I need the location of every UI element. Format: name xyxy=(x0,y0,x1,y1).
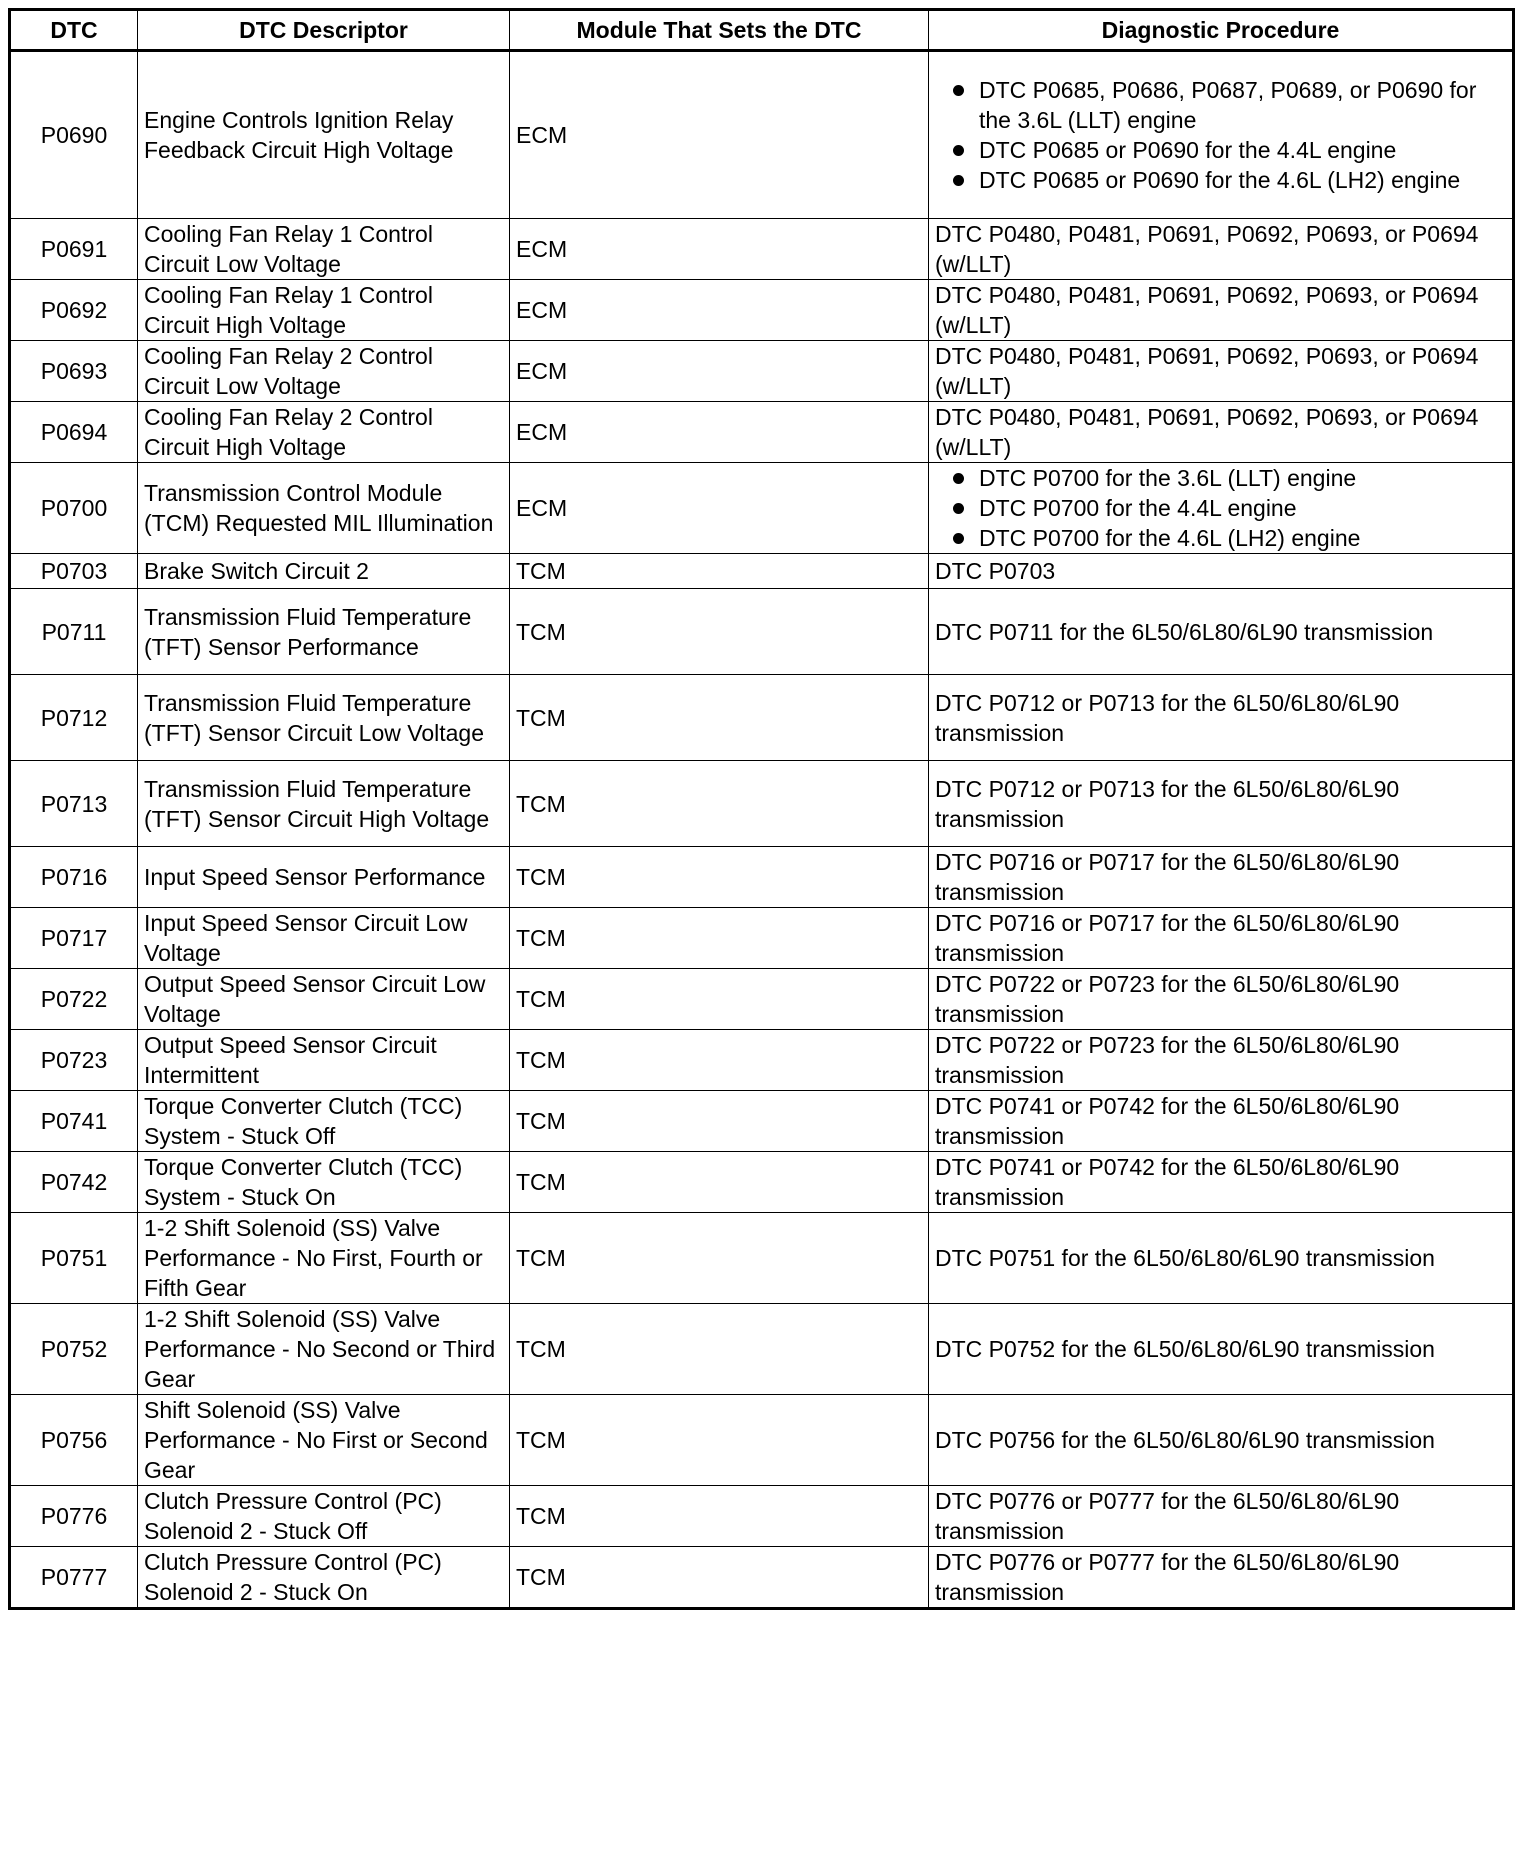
diagnostic-procedure: DTC P0712 or P0713 for the 6L50/6L80/6L90 transmission xyxy=(929,675,1514,761)
dtc-code: P0742 xyxy=(10,1152,138,1213)
table-row xyxy=(10,969,1514,1030)
table-row xyxy=(10,847,1514,908)
dtc-descriptor: Input Speed Sensor Circuit Low Voltage xyxy=(138,908,510,969)
dtc-descriptor: Clutch Pressure Control (PC) Solenoid 2 - Stuck Off xyxy=(138,1486,510,1547)
diagnostic-procedure: DTC P0480, P0481, P0691, P0692, P0693, or P0694 (w/LLT) xyxy=(929,402,1514,463)
dtc-code: P0716 xyxy=(10,847,138,908)
table-row xyxy=(10,1091,1514,1152)
dtc-code: P0703 xyxy=(10,554,138,589)
module-name: ECM xyxy=(510,463,929,554)
diagnostic-procedure: DTC P0741 or P0742 for the 6L50/6L80/6L90 transmission xyxy=(929,1091,1514,1152)
diagnostic-procedure: DTC P0716 or P0717 for the 6L50/6L80/6L90 transmission xyxy=(929,908,1514,969)
module-name: TCM xyxy=(510,1395,929,1486)
diagnostic-procedure: DTC P0752 for the 6L50/6L80/6L90 transmission xyxy=(929,1304,1514,1395)
dtc-descriptor: Output Speed Sensor Circuit Low Voltage xyxy=(138,969,510,1030)
module-name: ECM xyxy=(510,280,929,341)
dtc-descriptor: Engine Controls Ignition Relay Feedback Circuit High Voltage xyxy=(138,51,510,219)
diagnostic-procedure xyxy=(929,463,1514,554)
table-row xyxy=(10,51,1514,219)
table-row xyxy=(10,1030,1514,1091)
diagnostic-procedure xyxy=(929,51,1514,219)
procedure-list-item: DTC P0700 for the 4.6L (LH2) engine xyxy=(935,523,1506,553)
dtc-code: P0717 xyxy=(10,908,138,969)
dtc-descriptor: Transmission Fluid Temperature (TFT) Sensor Circuit High Voltage xyxy=(138,761,510,847)
diagnostic-procedure: DTC P0480, P0481, P0691, P0692, P0693, or P0694 (w/LLT) xyxy=(929,341,1514,402)
dtc-descriptor: Transmission Control Module (TCM) Requested MIL Illumination xyxy=(138,463,510,554)
dtc-code: P0712 xyxy=(10,675,138,761)
diagnostic-procedure: DTC P0711 for the 6L50/6L80/6L90 transmission xyxy=(929,589,1514,675)
dtc-descriptor: 1-2 Shift Solenoid (SS) Valve Performance - No First, Fourth or Fifth Gear xyxy=(138,1213,510,1304)
table-body xyxy=(10,51,1514,1609)
dtc-descriptor: Shift Solenoid (SS) Valve Performance - No First or Second Gear xyxy=(138,1395,510,1486)
dtc-descriptor: Cooling Fan Relay 2 Control Circuit Low Voltage xyxy=(138,341,510,402)
diagnostic-procedure: DTC P0741 or P0742 for the 6L50/6L80/6L90 transmission xyxy=(929,1152,1514,1213)
module-name: TCM xyxy=(510,847,929,908)
diagnostic-procedure: DTC P0480, P0481, P0691, P0692, P0693, or P0694 (w/LLT) xyxy=(929,219,1514,280)
dtc-code: P0723 xyxy=(10,1030,138,1091)
table-row xyxy=(10,589,1514,675)
module-name: TCM xyxy=(510,1547,929,1609)
module-name: TCM xyxy=(510,589,929,675)
module-name: TCM xyxy=(510,1213,929,1304)
module-name: TCM xyxy=(510,908,929,969)
module-name: TCM xyxy=(510,969,929,1030)
module-name: TCM xyxy=(510,1030,929,1091)
table-row xyxy=(10,463,1514,554)
dtc-code: P0700 xyxy=(10,463,138,554)
dtc-descriptor: Torque Converter Clutch (TCC) System - Stuck Off xyxy=(138,1091,510,1152)
table-row xyxy=(10,554,1514,589)
dtc-code: P0692 xyxy=(10,280,138,341)
module-name: ECM xyxy=(510,51,929,219)
diagnostic-procedure: DTC P0722 or P0723 for the 6L50/6L80/6L90 transmission xyxy=(929,1030,1514,1091)
module-name: TCM xyxy=(510,761,929,847)
module-name: ECM xyxy=(510,341,929,402)
dtc-descriptor: Output Speed Sensor Circuit Intermittent xyxy=(138,1030,510,1091)
dtc-code: P0777 xyxy=(10,1547,138,1609)
dtc-descriptor: Transmission Fluid Temperature (TFT) Sensor Circuit Low Voltage xyxy=(138,675,510,761)
diagnostic-procedure: DTC P0480, P0481, P0691, P0692, P0693, or P0694 (w/LLT) xyxy=(929,280,1514,341)
diagnostic-procedure: DTC P0776 or P0777 for the 6L50/6L80/6L90 transmission xyxy=(929,1547,1514,1609)
dtc-descriptor: Brake Switch Circuit 2 xyxy=(138,554,510,589)
dtc-descriptor: Input Speed Sensor Performance xyxy=(138,847,510,908)
header-procedure: Diagnostic Procedure xyxy=(929,10,1514,51)
dtc-code: P0693 xyxy=(10,341,138,402)
table-row xyxy=(10,675,1514,761)
table-row xyxy=(10,219,1514,280)
table-row xyxy=(10,1213,1514,1304)
procedure-list-item: DTC P0700 for the 3.6L (LLT) engine xyxy=(935,463,1506,493)
table-row xyxy=(10,908,1514,969)
dtc-code: P0722 xyxy=(10,969,138,1030)
dtc-descriptor: Cooling Fan Relay 2 Control Circuit High Voltage xyxy=(138,402,510,463)
header-row xyxy=(10,10,1514,51)
dtc-descriptor: Torque Converter Clutch (TCC) System - Stuck On xyxy=(138,1152,510,1213)
table-row xyxy=(10,280,1514,341)
dtc-code: P0752 xyxy=(10,1304,138,1395)
module-name: TCM xyxy=(510,554,929,589)
table-header xyxy=(10,10,1514,51)
diagnostic-procedure: DTC P0703 xyxy=(929,554,1514,589)
dtc-descriptor: Cooling Fan Relay 1 Control Circuit Low Voltage xyxy=(138,219,510,280)
procedure-list-item: DTC P0685, P0686, P0687, P0689, or P0690 for the 3.6L (LLT) engine xyxy=(935,75,1506,135)
header-module: Module That Sets the DTC xyxy=(510,10,929,51)
module-name: ECM xyxy=(510,219,929,280)
diagnostic-procedure: DTC P0722 or P0723 for the 6L50/6L80/6L90 transmission xyxy=(929,969,1514,1030)
module-name: TCM xyxy=(510,675,929,761)
header-descriptor: DTC Descriptor xyxy=(138,10,510,51)
table-row xyxy=(10,402,1514,463)
table-row xyxy=(10,1486,1514,1547)
dtc-descriptor: Clutch Pressure Control (PC) Solenoid 2 - Stuck On xyxy=(138,1547,510,1609)
diagnostic-procedure: DTC P0716 or P0717 for the 6L50/6L80/6L90 transmission xyxy=(929,847,1514,908)
module-name: TCM xyxy=(510,1091,929,1152)
module-name: ECM xyxy=(510,402,929,463)
diagnostic-procedure: DTC P0776 or P0777 for the 6L50/6L80/6L90 transmission xyxy=(929,1486,1514,1547)
module-name: TCM xyxy=(510,1152,929,1213)
procedure-list-item: DTC P0685 or P0690 for the 4.4L engine xyxy=(935,135,1506,165)
dtc-code: P0776 xyxy=(10,1486,138,1547)
module-name: TCM xyxy=(510,1486,929,1547)
dtc-descriptor: 1-2 Shift Solenoid (SS) Valve Performance - No Second or Third Gear xyxy=(138,1304,510,1395)
diagnostic-procedure: DTC P0712 or P0713 for the 6L50/6L80/6L90 transmission xyxy=(929,761,1514,847)
procedure-list xyxy=(935,463,1506,553)
table-row xyxy=(10,1304,1514,1395)
dtc-code: P0694 xyxy=(10,402,138,463)
dtc-code: P0751 xyxy=(10,1213,138,1304)
module-name: TCM xyxy=(510,1304,929,1395)
table-row xyxy=(10,341,1514,402)
table-row xyxy=(10,1395,1514,1486)
dtc-code: P0741 xyxy=(10,1091,138,1152)
procedure-list-item: DTC P0700 for the 4.4L engine xyxy=(935,493,1506,523)
header-dtc: DTC xyxy=(10,10,138,51)
dtc-code: P0690 xyxy=(10,51,138,219)
dtc-code: P0691 xyxy=(10,219,138,280)
dtc-code: P0713 xyxy=(10,761,138,847)
table-row xyxy=(10,1547,1514,1609)
procedure-list xyxy=(935,75,1506,195)
table-row xyxy=(10,761,1514,847)
dtc-code: P0756 xyxy=(10,1395,138,1486)
dtc-descriptor: Transmission Fluid Temperature (TFT) Sensor Performance xyxy=(138,589,510,675)
table-row xyxy=(10,1152,1514,1213)
dtc-descriptor: Cooling Fan Relay 1 Control Circuit High Voltage xyxy=(138,280,510,341)
dtc-code: P0711 xyxy=(10,589,138,675)
diagnostic-procedure: DTC P0756 for the 6L50/6L80/6L90 transmission xyxy=(929,1395,1514,1486)
dtc-table xyxy=(8,8,1515,1610)
diagnostic-procedure: DTC P0751 for the 6L50/6L80/6L90 transmission xyxy=(929,1213,1514,1304)
procedure-list-item: DTC P0685 or P0690 for the 4.6L (LH2) engine xyxy=(935,165,1506,195)
